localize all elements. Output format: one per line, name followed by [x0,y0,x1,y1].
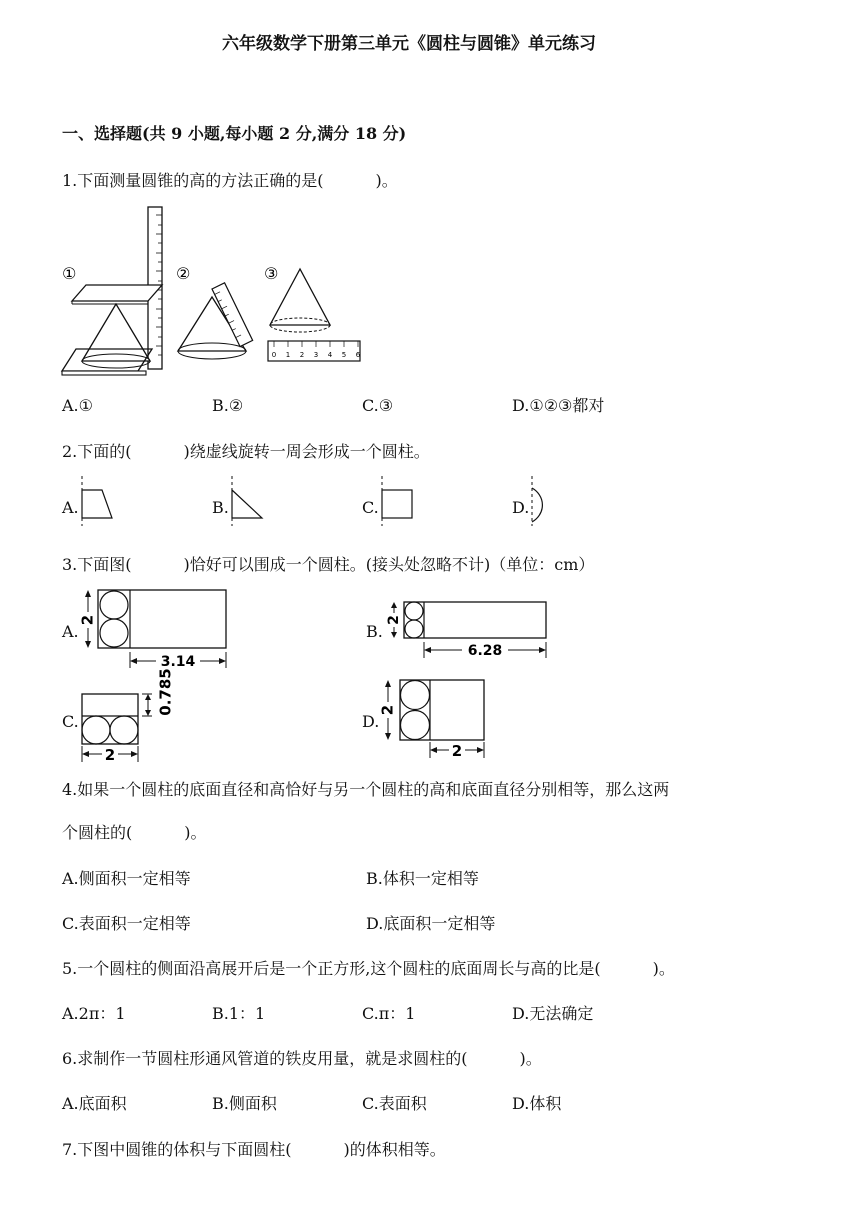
q2-shape-semicircle [528,476,568,526]
question-3-end: )恰好可以围成一个圆柱。(接头处忽略不计)（单位：cm） [183,555,595,574]
dimension-label: 2 [78,614,97,626]
q3-option-a[interactable]: A. [62,622,79,641]
q3-figure-d [378,676,518,768]
question-5 [62,959,675,979]
q1-option-a[interactable]: A.① [62,396,93,415]
ruler-tick: 6 [355,351,361,359]
question-4-end: )。 [184,823,207,842]
q5-option-c[interactable]: C.π：1 [362,1004,416,1023]
q3-figure-c [78,668,188,764]
question-6-text: 6.求制作一节圆柱形通风管道的铁皮用量，就是求圆柱的( [62,1049,468,1068]
question-2-text: 2.下面的( [62,442,132,461]
q1-option-b[interactable]: B.② [212,396,244,415]
dimension-label: 0.785 [156,668,175,716]
question-3-text: 3.下面图( [62,555,132,574]
question-1-end: )。 [375,171,398,190]
q3-option-d[interactable]: D. [362,712,380,731]
section-heading: 一、选择题(共 9 小题,每小题 2 分,满分 18 分) [62,124,407,143]
question-3 [62,555,594,575]
question-7 [62,1140,446,1160]
question-5-end: )。 [652,959,675,978]
q1-figure [60,205,370,380]
ruler-tick: 5 [341,351,347,359]
question-6-end: )。 [519,1049,542,1068]
q4-option-a[interactable]: A.侧面积一定相等 [62,869,191,888]
q3-option-b[interactable]: B. [366,622,383,641]
q6-option-b[interactable]: B.侧面积 [212,1094,277,1113]
dimension-label: 6.28 [467,643,503,659]
ruler-tick: 2 [299,351,305,359]
q2-option-c[interactable]: C. [362,498,379,517]
fig-label-2: ② [176,264,191,283]
q5-option-d[interactable]: D.无法确定 [512,1004,594,1023]
q4-option-d[interactable]: D.底面积一定相等 [366,914,496,933]
question-6 [62,1049,542,1069]
dimension-label: 2 [386,615,402,625]
q2-option-b[interactable]: B. [212,498,229,517]
question-1-text: 1.下面测量圆锥的高的方法正确的是( [62,171,324,190]
fig-label-3: ③ [264,264,279,283]
q3-figure-b [382,596,562,666]
ruler-tick: 1 [285,351,291,359]
q2-option-a[interactable]: A. [62,498,79,517]
fig-label-1: ① [62,264,77,283]
q2-shape-trapezoid [78,476,118,526]
ruler-tick: 4 [327,351,333,359]
q4-option-c[interactable]: C.表面积一定相等 [62,914,191,933]
question-7-end: )的体积相等。 [343,1140,446,1159]
dimension-label: 2 [378,704,397,716]
q2-shape-triangle [228,476,268,526]
q4-option-b[interactable]: B.体积一定相等 [366,869,479,888]
page-title: 六年级数学下册第三单元《圆柱与圆锥》单元练习 [222,34,596,54]
question-5-text: 5.一个圆柱的侧面沿高展开后是一个正方形,这个圆柱的底面周长与高的比是( [62,959,601,978]
q6-option-d[interactable]: D.体积 [512,1094,562,1113]
q1-option-c[interactable]: C.③ [362,396,394,415]
q2-shape-rectangle [378,476,418,526]
question-1 [62,171,398,191]
ruler-tick: 0 [271,351,277,359]
q3-option-c[interactable]: C. [62,712,79,731]
question-4-line-1: 4.如果一个圆柱的底面直径和高恰好与另一个圆柱的高和底面直径分别相等，那么这两 [62,780,670,799]
question-7-text: 7.下图中圆锥的体积与下面圆柱( [62,1140,292,1159]
question-4-line-2 [62,823,207,843]
dimension-label: 2 [104,746,116,764]
q3-figure-a [78,584,238,674]
q1-option-d[interactable]: D.①②③都对 [512,396,605,415]
q5-option-a[interactable]: A.2π：1 [62,1004,126,1023]
q6-option-a[interactable]: A.底面积 [62,1094,127,1113]
q5-option-b[interactable]: B.1：1 [212,1004,266,1023]
dimension-label: 3.14 [160,654,196,670]
question-4-text: 个圆柱的( [62,823,133,842]
question-2-end: )绕虚线旋转一周会形成一个圆柱。 [183,442,430,461]
question-2 [62,442,430,462]
dimension-label: 2 [451,742,463,760]
q2-option-d[interactable]: D. [512,498,530,517]
q6-option-c[interactable]: C.表面积 [362,1094,427,1113]
ruler-tick: 3 [313,351,319,359]
